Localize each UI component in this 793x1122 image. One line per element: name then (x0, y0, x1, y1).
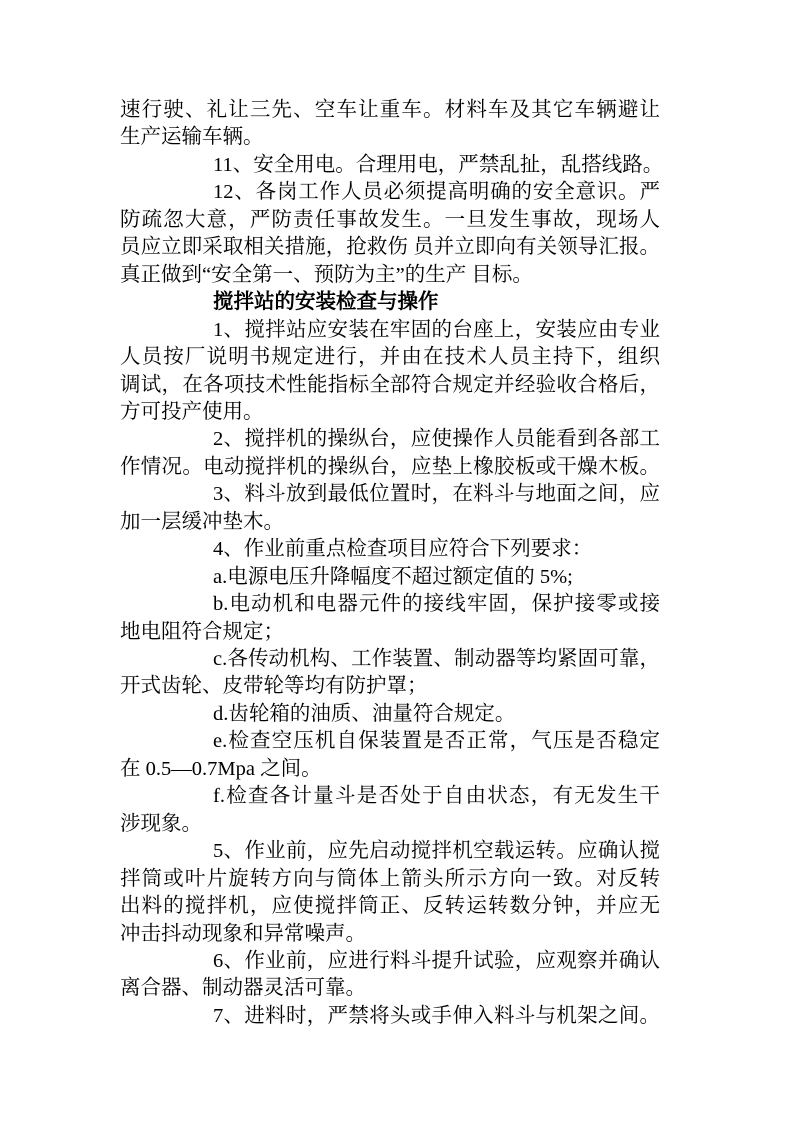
text-line: 作情况。电动搅拌机的操纵台，应垫上橡胶板或干燥木板。 (120, 455, 660, 478)
text-line: 涉现象。 (120, 812, 202, 835)
text-line: 12、各岗工作人员必须提高明确的安全意识。严 (213, 181, 660, 204)
text-line: 冲击抖动现象和异常噪声。 (120, 922, 366, 945)
text-line: 真正做到“安全第一、预防为主”的生产 目标。 (120, 263, 533, 286)
text-line: 方可投产使用。 (120, 400, 264, 423)
text-line: 地电阻符合规定； (120, 620, 284, 643)
text-line: 速行驶、礼让三先、空车让重车。材料车及其它车辆避让 (120, 99, 660, 121)
text-line: 在 0.5—0.7Mpa 之间。 (120, 757, 322, 780)
text-line: e.检查空压机自保装置是否正常，气压是否稳定 (213, 730, 660, 753)
text-line: b.电动机和电器元件的接线牢固，保护接零或接 (213, 593, 660, 616)
text-line: 人员按厂说明书规定进行，并由在技术人员主持下，组织 (120, 346, 660, 369)
text-line: 6、作业前，应进行料斗提升试验，应观察并确认 (213, 949, 660, 972)
text-line: 调试，在各项技术性能指标全部符合规定并经验收合格后， (120, 373, 660, 396)
text-line: d.齿轮箱的油质、油量符合规定。 (213, 702, 516, 725)
text-line: 4、作业前重点检查项目应符合下列要求： (213, 538, 593, 561)
section-heading: 搅拌站的安装检查与操作 (213, 291, 439, 314)
text-line: 拌筒或叶片旋转方向与筒体上箭头所示方向一致。对反转 (120, 867, 660, 890)
text-line: 3、料斗放到最低位置时，在料斗与地面之间，应 (213, 483, 660, 506)
text-line: 2、搅拌机的操纵台，应使操作人员能看到各部工 (213, 428, 660, 451)
text-line: 加一层缓冲垫木。 (120, 510, 284, 533)
text-line: 5、作业前，应先启动搅拌机空载运转。应确认搅 (213, 840, 660, 863)
text-line: 开式齿轮、皮带轮等均有防护罩； (120, 675, 428, 698)
text-line: 7、进料时，严禁将头或手伸入料斗与机架之间。 (213, 1004, 660, 1027)
text-line: 离合器、制动器灵活可靠。 (120, 977, 366, 1000)
text-line: 11、安全用电。合理用电，严禁乱扯，乱搭线路。 (213, 153, 664, 176)
text-line: f.检查各计量斗是否处于自由状态，有无发生干 (213, 785, 660, 808)
text-line: 出料的搅拌机，应使搅拌筒正、反转运转数分钟，并应无 (120, 895, 660, 918)
text-line: a.电源电压升降幅度不超过额定值的 5%; (213, 565, 573, 588)
text-line: 1、搅拌站应安装在牢固的台座上，安装应由专业 (213, 318, 660, 341)
text-line: 生产运输车辆。 (120, 126, 264, 149)
text-line: c.各传动机构、工作装置、制动器等均紧固可靠， (213, 648, 660, 670)
text-line: 防疏忽大意，严防责任事故发生。一旦发生事故，现场人 (120, 208, 660, 231)
text-line: 员应立即采取相关措施，抢救伤 员并立即向有关领导汇报。 (120, 236, 660, 259)
